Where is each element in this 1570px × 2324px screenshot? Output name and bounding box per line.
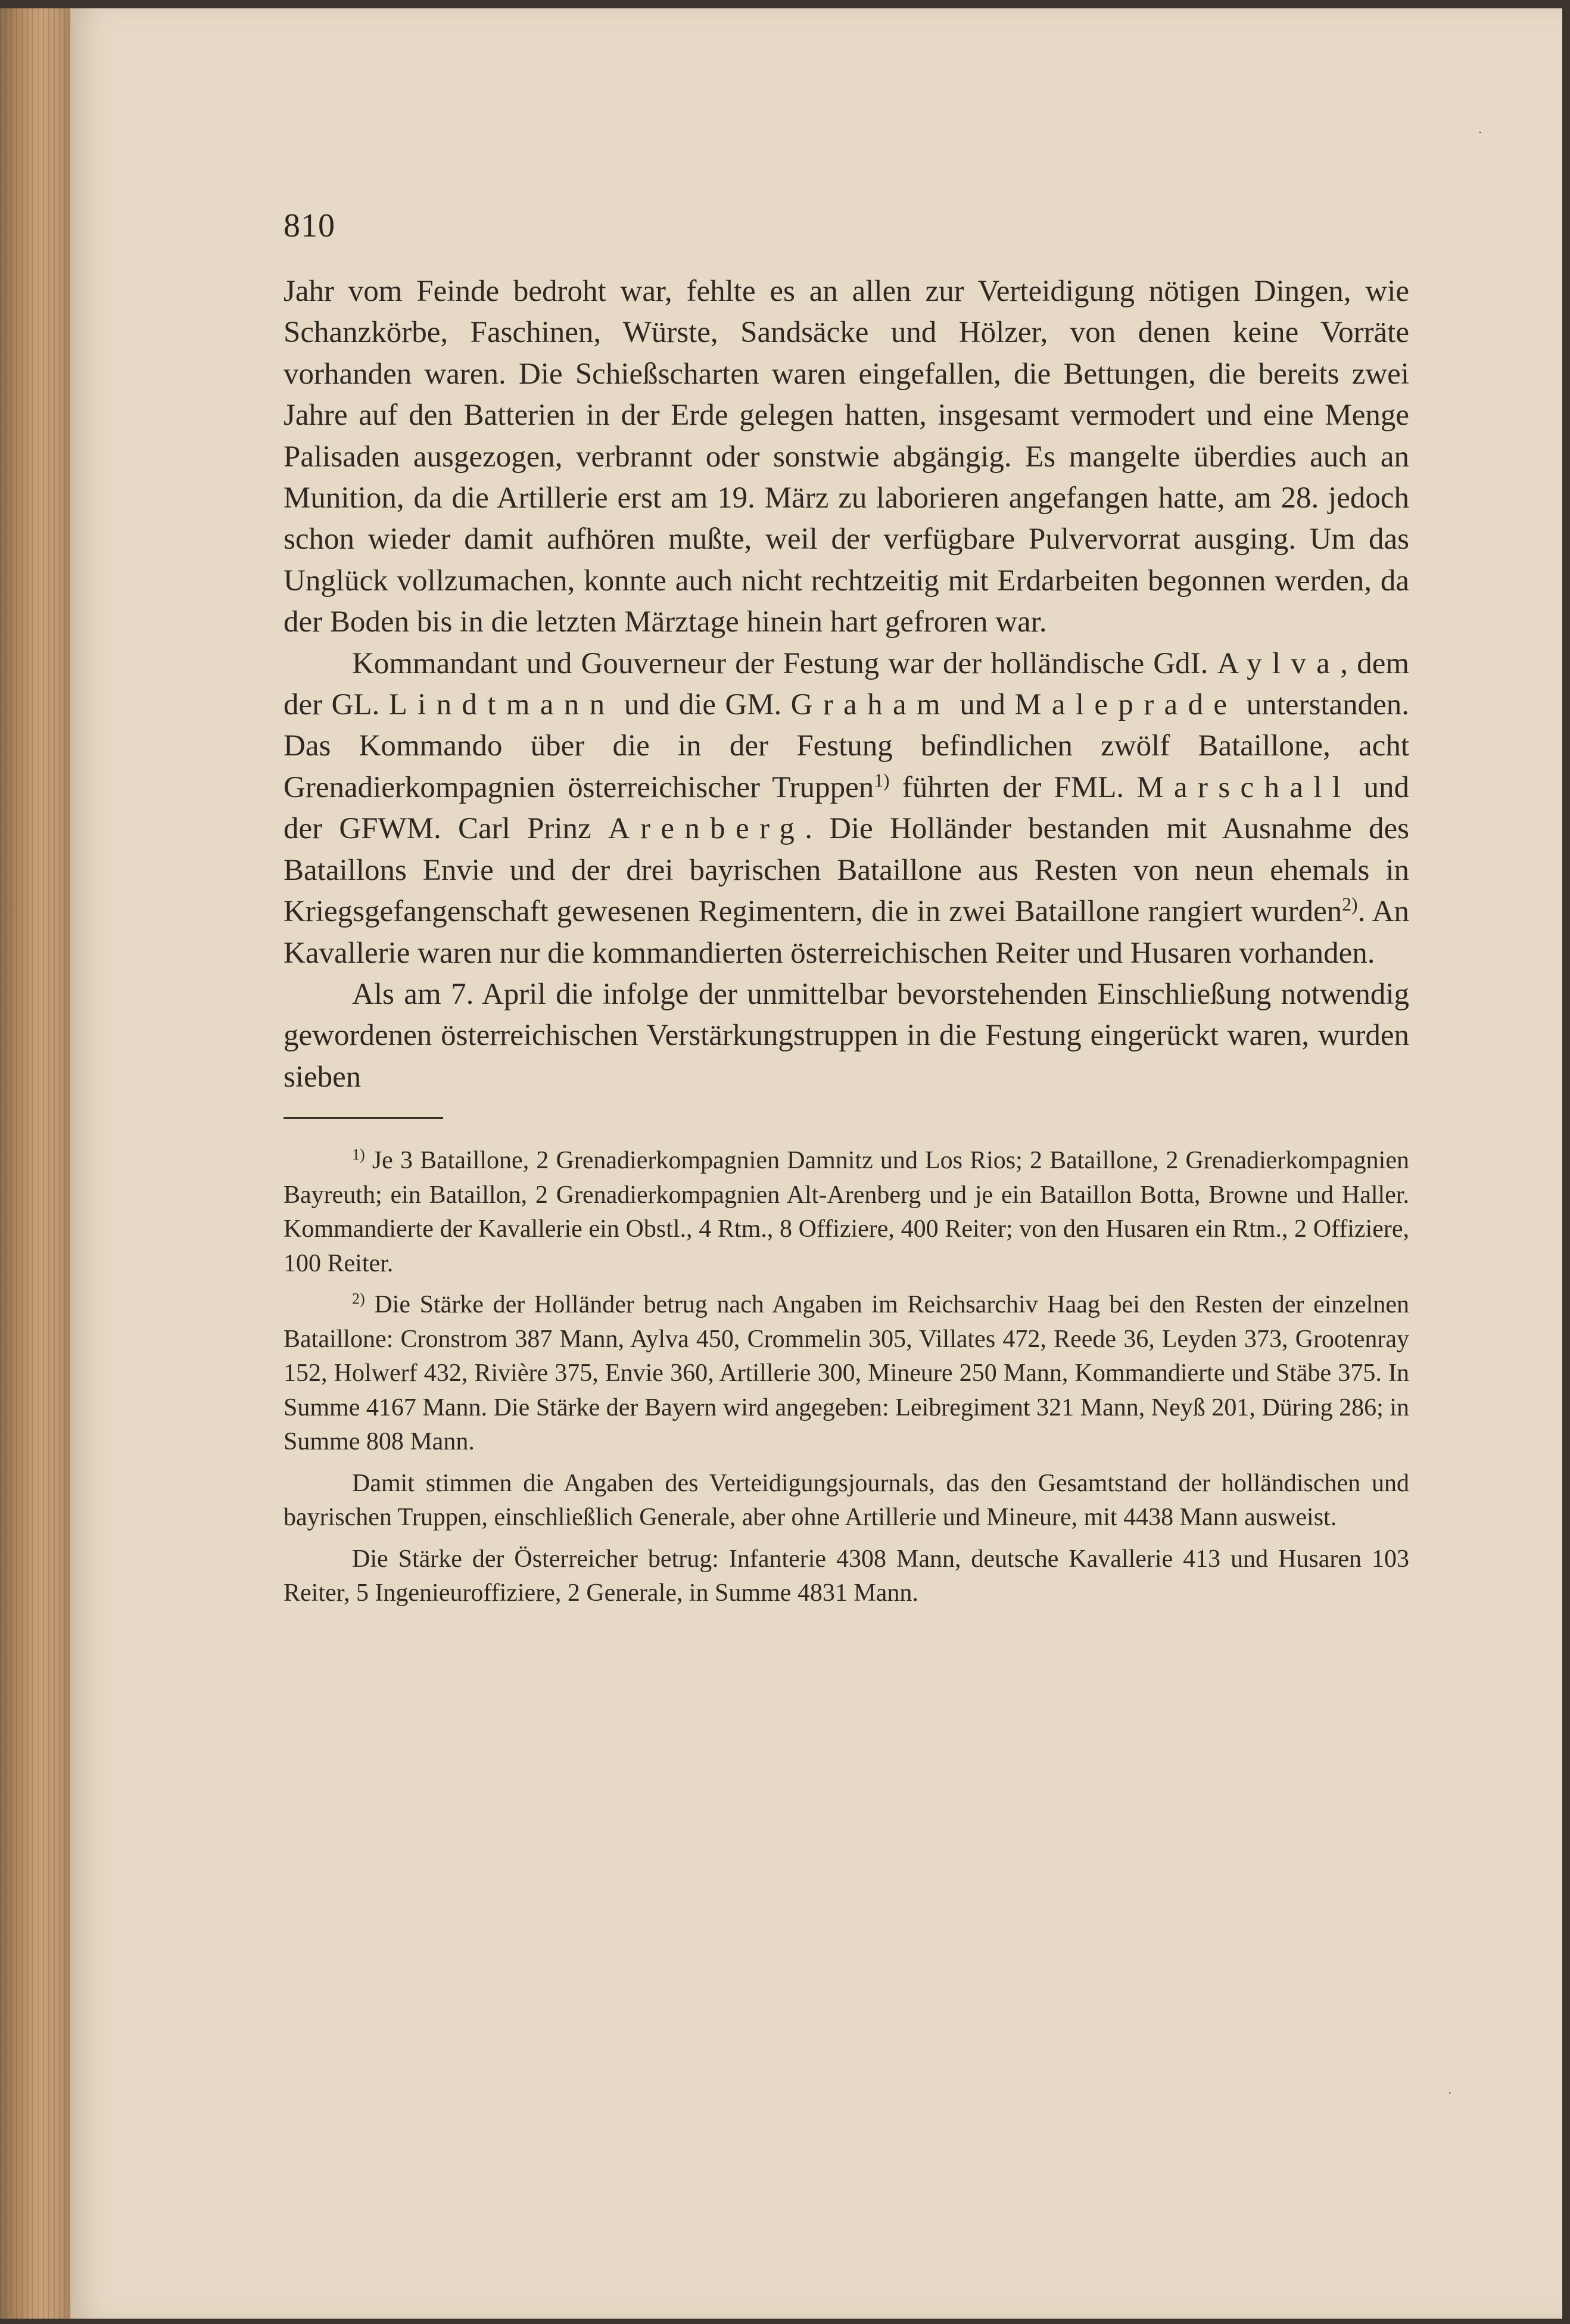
text-run: und	[950, 688, 1015, 722]
footnote-1	[284, 1144, 1409, 1281]
text-run: und der GFWM. Carl Prinz	[284, 770, 1410, 846]
footnote-rule	[284, 1117, 443, 1119]
footnote-2-continued	[284, 1467, 1409, 1535]
person-name: Maleprade	[1014, 688, 1238, 722]
person-name: Graham	[790, 688, 951, 722]
text-run: unterstanden. Das Kommando über die in der Festung befindlichen zwölf Bataillone, acht Grenadierkompagnien österreichischer Truppen	[284, 688, 1410, 804]
text-run: und die GM.	[615, 688, 791, 722]
person-name: Marschall	[1136, 770, 1351, 804]
footnote-marker: 1)	[352, 1146, 365, 1163]
paragraph-1: Jahr vom Feinde bedroht war, fehlte es an allen zur Verteidigung nötigen Dingen, wie Schanzkörbe, Faschinen, Würste, Sandsäcke und Hölzer, von denen keine Vorräte vorhanden waren. Die Schießscharten waren eingefallen, die Bettungen, die bereits zwei Jahre auf den Batterien in der Erde gelegen hatten, insgesamt vermodert und eine Menge Palisaden ausgezogen, verbrannt oder sonstwie abgängig. Es mangelte überdies auch an Munition, da die Artillerie erst am 19. März zu laborieren angefangen hatte, am 28. jedoch schon wieder damit aufhören mußte, weil der verfügbare Pulvervorrat ausging. Um das Unglück vollzumachen, konnte auch nicht rechtzeitig mit Erdarbeiten begonnen werden, da der Boden bis in die letzten Märztage hinein hart gefroren war.	[284, 275, 1409, 639]
footnote-marker: 2)	[352, 1290, 365, 1308]
paragraph-3: Als am 7. April die infolge der unmittelbar bevorstehenden Einschließung notwendig gewordenen österreichischen Verstärkungstruppen in die Festung eingerückt waren, wurden sieben	[284, 977, 1409, 1094]
text-run: . Die Holländer bestanden mit Ausnahme des Bataillons Envie und der drei bayrischen Bataillone aus Resten von neun ehemals in Kriegsgefangenschaft gewesenen Regimentern, die in zwei Bataillone rangiert wurden	[284, 812, 1409, 929]
footnote-text: Die Stärke der Österreicher betrug: Infanterie 4308 Mann, deutsche Kavallerie 413 und Husaren 103 Reiter, 5 Ingenieuroffiziere, 2 Generale, in Summe 4831 Mann.	[284, 1545, 1409, 1607]
person-name: Arenberg	[608, 812, 805, 846]
text-run: , dem der GL.	[284, 646, 1409, 722]
page-text	[284, 271, 1409, 1618]
footnote-text: Je 3 Bataillone, 2 Grenadierkompagnien Damnitz und Los Rios; 2 Bataillone, 2 Grenadierkompagnien Bayreuth; ein Bataillon, 2 Grenadierkompagnien Alt-Arenberg und je ein Bataillon Botta, Browne und Haller. Kommandierte der Kavallerie ein Obstl., 4 Rtm., 8 Offiziere, 400 Reiter; von den Husaren ein Rtm., 2 Offiziere, 100 Reiter.	[284, 1147, 1409, 1277]
footnote-ref-2[interactable]: 2)	[1342, 894, 1358, 915]
footnote-ref-1[interactable]: 1)	[874, 770, 890, 791]
footnote-text: Damit stimmen die Angaben des Verteidigungsjournals, das den Gesamtstand der holländischen und bayrischen Truppen, einschließlich Generale, aber ohne Artillerie und Mineure, mit 4438 Mann ausweist.	[284, 1469, 1409, 1532]
paragraph-2	[284, 643, 1409, 974]
text-run: . An Kavallerie waren nur die kommandierten österreichischen Reiter und Husaren vorhanden.	[284, 895, 1409, 970]
page-edge-lines	[0, 8, 70, 2319]
page-number: 810	[284, 207, 335, 244]
text-run: Kommandant und Gouverneur der Festung war der holländische GdI.	[352, 646, 1217, 680]
footnote-2-continued	[284, 1542, 1409, 1611]
speck-mark: ·	[1478, 125, 1482, 139]
footnote-text: Die Stärke der Holländer betrug nach Angaben im Reichsarchiv Haag bei den Resten der einzelnen Bataillone: Cronstrom 387 Mann, Aylva 450, Crommelin 305, Villates 472, Reede 36, Leyden 373, Grootenray 152, Holwerf 432, Rivière 375, Envie 360, Artillerie 300, Mineure 250 Mann, Kommandierte und Stäbe 375. In Summe 4167 Mann. Die Stärke der Bayern wird angegeben: Leibregiment 321 Mann, Neyß 201, Düring 286; in Summe 808 Mann.	[284, 1291, 1409, 1456]
footnote-2	[284, 1288, 1409, 1460]
text-run: führten der FML.	[889, 770, 1137, 804]
person-name: Aylva	[1217, 646, 1341, 680]
person-name: Lindtmann	[388, 688, 615, 722]
speck-mark: ·	[1448, 2086, 1452, 2100]
